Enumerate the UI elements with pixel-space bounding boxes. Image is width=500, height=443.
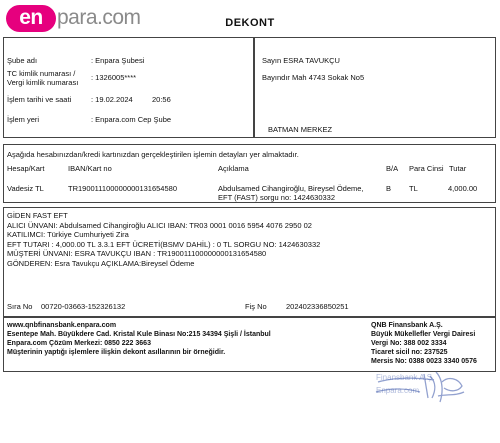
footer-tax-no: Vergi No: 388 002 3334 bbox=[371, 340, 447, 347]
sube-value: : Enpara Şubesi bbox=[91, 56, 145, 65]
sube-label: Şube adı bbox=[7, 56, 38, 65]
fis-label: Fiş No bbox=[245, 302, 267, 311]
tarih-value: : 19.02.2024 bbox=[91, 95, 133, 104]
logo-en: en bbox=[6, 5, 56, 32]
customer-city: BATMAN MERKEZ bbox=[268, 125, 333, 134]
tc-label-2: Vergi kimlik numarası bbox=[7, 78, 79, 87]
tarih-label: İşlem tarihi ve saati bbox=[7, 95, 72, 104]
customer-address-box bbox=[254, 37, 496, 138]
footer-mersis: Mersis No: 0388 0023 3340 0576 bbox=[371, 358, 477, 365]
detail-line: GÖNDEREN: Esra Tavukçu AÇIKLAMA:Bireysel Ödeme bbox=[7, 258, 195, 268]
yer-label: İşlem yeri bbox=[7, 115, 40, 124]
yer-value: : Enpara.com Cep Şube bbox=[91, 115, 172, 124]
header-hesap: Hesap/Kart bbox=[7, 164, 45, 173]
row-ba: B bbox=[386, 184, 392, 193]
sira-value: 00720-03663-152326132 bbox=[41, 302, 126, 311]
footer-call-center: Enpara.com Çözüm Merkezi: 0850 222 3663 bbox=[7, 340, 151, 347]
fis-value: 202402336850251 bbox=[286, 302, 349, 311]
logo-para-com: para.com bbox=[57, 6, 141, 29]
footer-website: www.qnbfinansbank.enpara.com bbox=[7, 322, 117, 329]
svg-text:Enpara.com: Enpara.com bbox=[376, 386, 420, 395]
detail-line: MÜŞTERİ ÜNVANI: ESRA TAVUKÇU IBAN : TR190011100000000131654580 bbox=[7, 249, 267, 258]
saat-value: 20:56 bbox=[152, 95, 171, 104]
document-title: DEKONT bbox=[225, 17, 275, 29]
customer-name: Sayın ESRA TAVUKÇU bbox=[262, 56, 340, 65]
row-hesap: Vadesiz TL bbox=[7, 184, 44, 193]
header-iban: IBAN/Kart no bbox=[68, 164, 112, 173]
row-cins: TL bbox=[409, 184, 418, 193]
tc-label-1: TC kimlik numarası / bbox=[7, 69, 76, 78]
header-aciklama: Açıklama bbox=[218, 164, 249, 173]
detail-line: GİDEN FAST EFT bbox=[7, 211, 68, 220]
sira-label: Sıra No bbox=[7, 302, 33, 311]
transaction-intro: Aşağıda hesabınızdan/kredi kartınızdan gerçekleştirilen işlemin detayları yer almaktadır. bbox=[7, 150, 299, 159]
svg-text:Finansbank A.Ş.: Finansbank A.Ş. bbox=[376, 373, 435, 382]
row-aciklama-1: Abdulsamed Cihangiroğlu, Bireysel Ödeme, bbox=[218, 184, 364, 193]
footer-address: Esentepe Mah. Büyükdere Cad. Kristal Kule Binası No:215 34394 Şişli / İstanbul bbox=[7, 331, 271, 338]
detail-line: KATILIMCI: Türkiye Cumhuriyeti Zira bbox=[7, 230, 129, 239]
row-aciklama-2: EFT (FAST) sorgu no: 1424630332 bbox=[218, 193, 336, 202]
detail-line: ALICI ÜNVANI: Abdulsamed Cihangiroğlu ALICI IBAN: TR03 0001 0016 5954 4076 2950 02 bbox=[7, 220, 312, 230]
row-iban: TR190011100000000131654580 bbox=[68, 184, 177, 193]
bank-stamp-signature bbox=[372, 368, 468, 406]
detail-line: EFT TUTARI : 4,000.00 TL 3.3.1 EFT ÜCRETİ(BSMV DAHİL) : 0 TL SORGU NO: 1424630332 bbox=[7, 239, 321, 249]
tc-value: : 1326005**** bbox=[91, 73, 137, 82]
footer-note: Müşterinin yaptığı işlemlere ilişkin dekont asıllarının bir örneğidir. bbox=[7, 349, 226, 356]
footer-trade-registry: Ticaret sicil no: 237525 bbox=[371, 349, 448, 356]
header-ba: B/A bbox=[386, 164, 399, 173]
header-tutar: Tutar bbox=[449, 164, 467, 173]
stamp-signature-graphic bbox=[372, 368, 468, 406]
customer-address: Bayındır Mah 4743 Sokak No5 bbox=[262, 73, 365, 82]
header-cins: Para Cinsi bbox=[409, 164, 444, 173]
row-tutar: 4,000.00 bbox=[448, 184, 478, 193]
footer-company: QNB Finansbank A.Ş. bbox=[371, 322, 443, 329]
footer-tax-office: Büyük Mükellefler Vergi Dairesi bbox=[371, 331, 476, 338]
